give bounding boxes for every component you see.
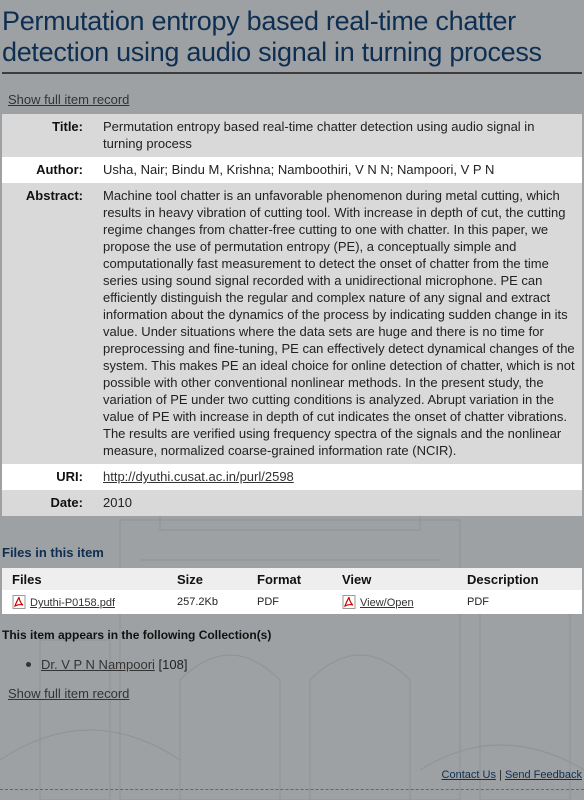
file-view-cell: [332, 590, 457, 614]
uri-link[interactable]: http://dyuthi.cusat.ac.in/purl/2598: [103, 469, 294, 484]
metadata-value-title: Permutation entropy based real-time chatter detection using audio signal in turning process: [97, 114, 582, 157]
col-format: Format: [247, 568, 332, 590]
col-description: Description: [457, 568, 582, 590]
pdf-file-icon: [342, 595, 356, 609]
files-section-heading: Files in this item: [2, 545, 104, 560]
file-cell: [2, 590, 167, 614]
metadata-row-title: [2, 114, 582, 157]
footer-links: [442, 769, 582, 781]
metadata-value-uri: [97, 464, 582, 490]
metadata-row-date: [2, 490, 582, 516]
contact-us-link[interactable]: Contact Us: [441, 769, 496, 781]
footer-divider: [0, 789, 584, 791]
metadata-label: Date:: [2, 490, 97, 516]
metadata-label: Abstract:: [2, 183, 97, 464]
metadata-row-author: [2, 157, 582, 183]
files-header-row: [2, 568, 582, 590]
file-row: [2, 590, 582, 614]
col-view: View: [332, 568, 457, 590]
collection-list-item: [26, 657, 187, 672]
metadata-label: URI:: [2, 464, 97, 490]
bullet-icon: [26, 662, 31, 667]
metadata-value-date: 2010: [97, 490, 582, 516]
col-size: Size: [167, 568, 247, 590]
col-files: Files: [2, 568, 167, 590]
file-size: 257.2Kb: [167, 590, 247, 614]
collections-heading: This item appears in the following Collection(s): [2, 628, 272, 642]
collection-link[interactable]: Dr. V P N Nampoori: [41, 657, 155, 672]
show-full-record-link-top[interactable]: Show full item record: [8, 92, 130, 107]
send-feedback-link[interactable]: Send Feedback: [504, 769, 582, 781]
metadata-label: Title:: [2, 114, 97, 157]
view-open-link[interactable]: View/Open: [360, 597, 414, 609]
file-format: PDF: [247, 590, 332, 614]
show-full-record-link-bottom[interactable]: Show full item record: [8, 686, 130, 701]
footer-separator: |: [499, 769, 502, 781]
collection-count: [108]: [158, 657, 188, 672]
metadata-row-uri: [2, 464, 582, 490]
metadata-value-abstract: Machine tool chatter is an unfavorable phenomenon during metal cutting, which results in heavy vibration of cutting tool. With increase in depth of cut, the cutting regime changes from chatter-free cutting to one with chatter. In this paper, we propose the use of permutation entropy (PE), a conceptually simple and computationally fast measurement to detect the onset of chatter from the time series using sound signal recorded with a unidirectional microphone. PE can efficiently distinguish the regular and complex nature of any signal and extract information about the dynamics of the process by indicating sudden change in its value. Under situations where the data sets are huge and there is no time for preprocessing and fine-tuning, PE can effectively detect dynamical changes of the system. This makes PE an ideal choice for online detection of chatter, which is not possible with other conventional nonlinear methods. In the present study, the variation of PE under two cutting conditions is analyzed. Abrupt variation in the value of PE with increase in depth of cut indicates the onset of chatter vibrations. The results are verified using frequency spectra of the signals and the nonlinear measure, normalized coarse-grained information rate (NCIR).: [97, 183, 582, 464]
page-title: Permutation entropy based real-time chatter detection using audio signal in turning process: [2, 6, 542, 67]
metadata-row-abstract: [2, 183, 582, 464]
metadata-value-author: Usha, Nair; Bindu M, Krishna; Namboothiri, V N N; Nampoori, V P N: [97, 157, 582, 183]
files-table: [2, 568, 582, 614]
pdf-file-icon: [12, 595, 26, 609]
title-divider: [2, 72, 582, 74]
file-link[interactable]: Dyuthi-P0158.pdf: [30, 597, 115, 609]
metadata-label: Author:: [2, 157, 97, 183]
file-description: PDF: [457, 590, 582, 614]
metadata-table: [2, 114, 582, 516]
